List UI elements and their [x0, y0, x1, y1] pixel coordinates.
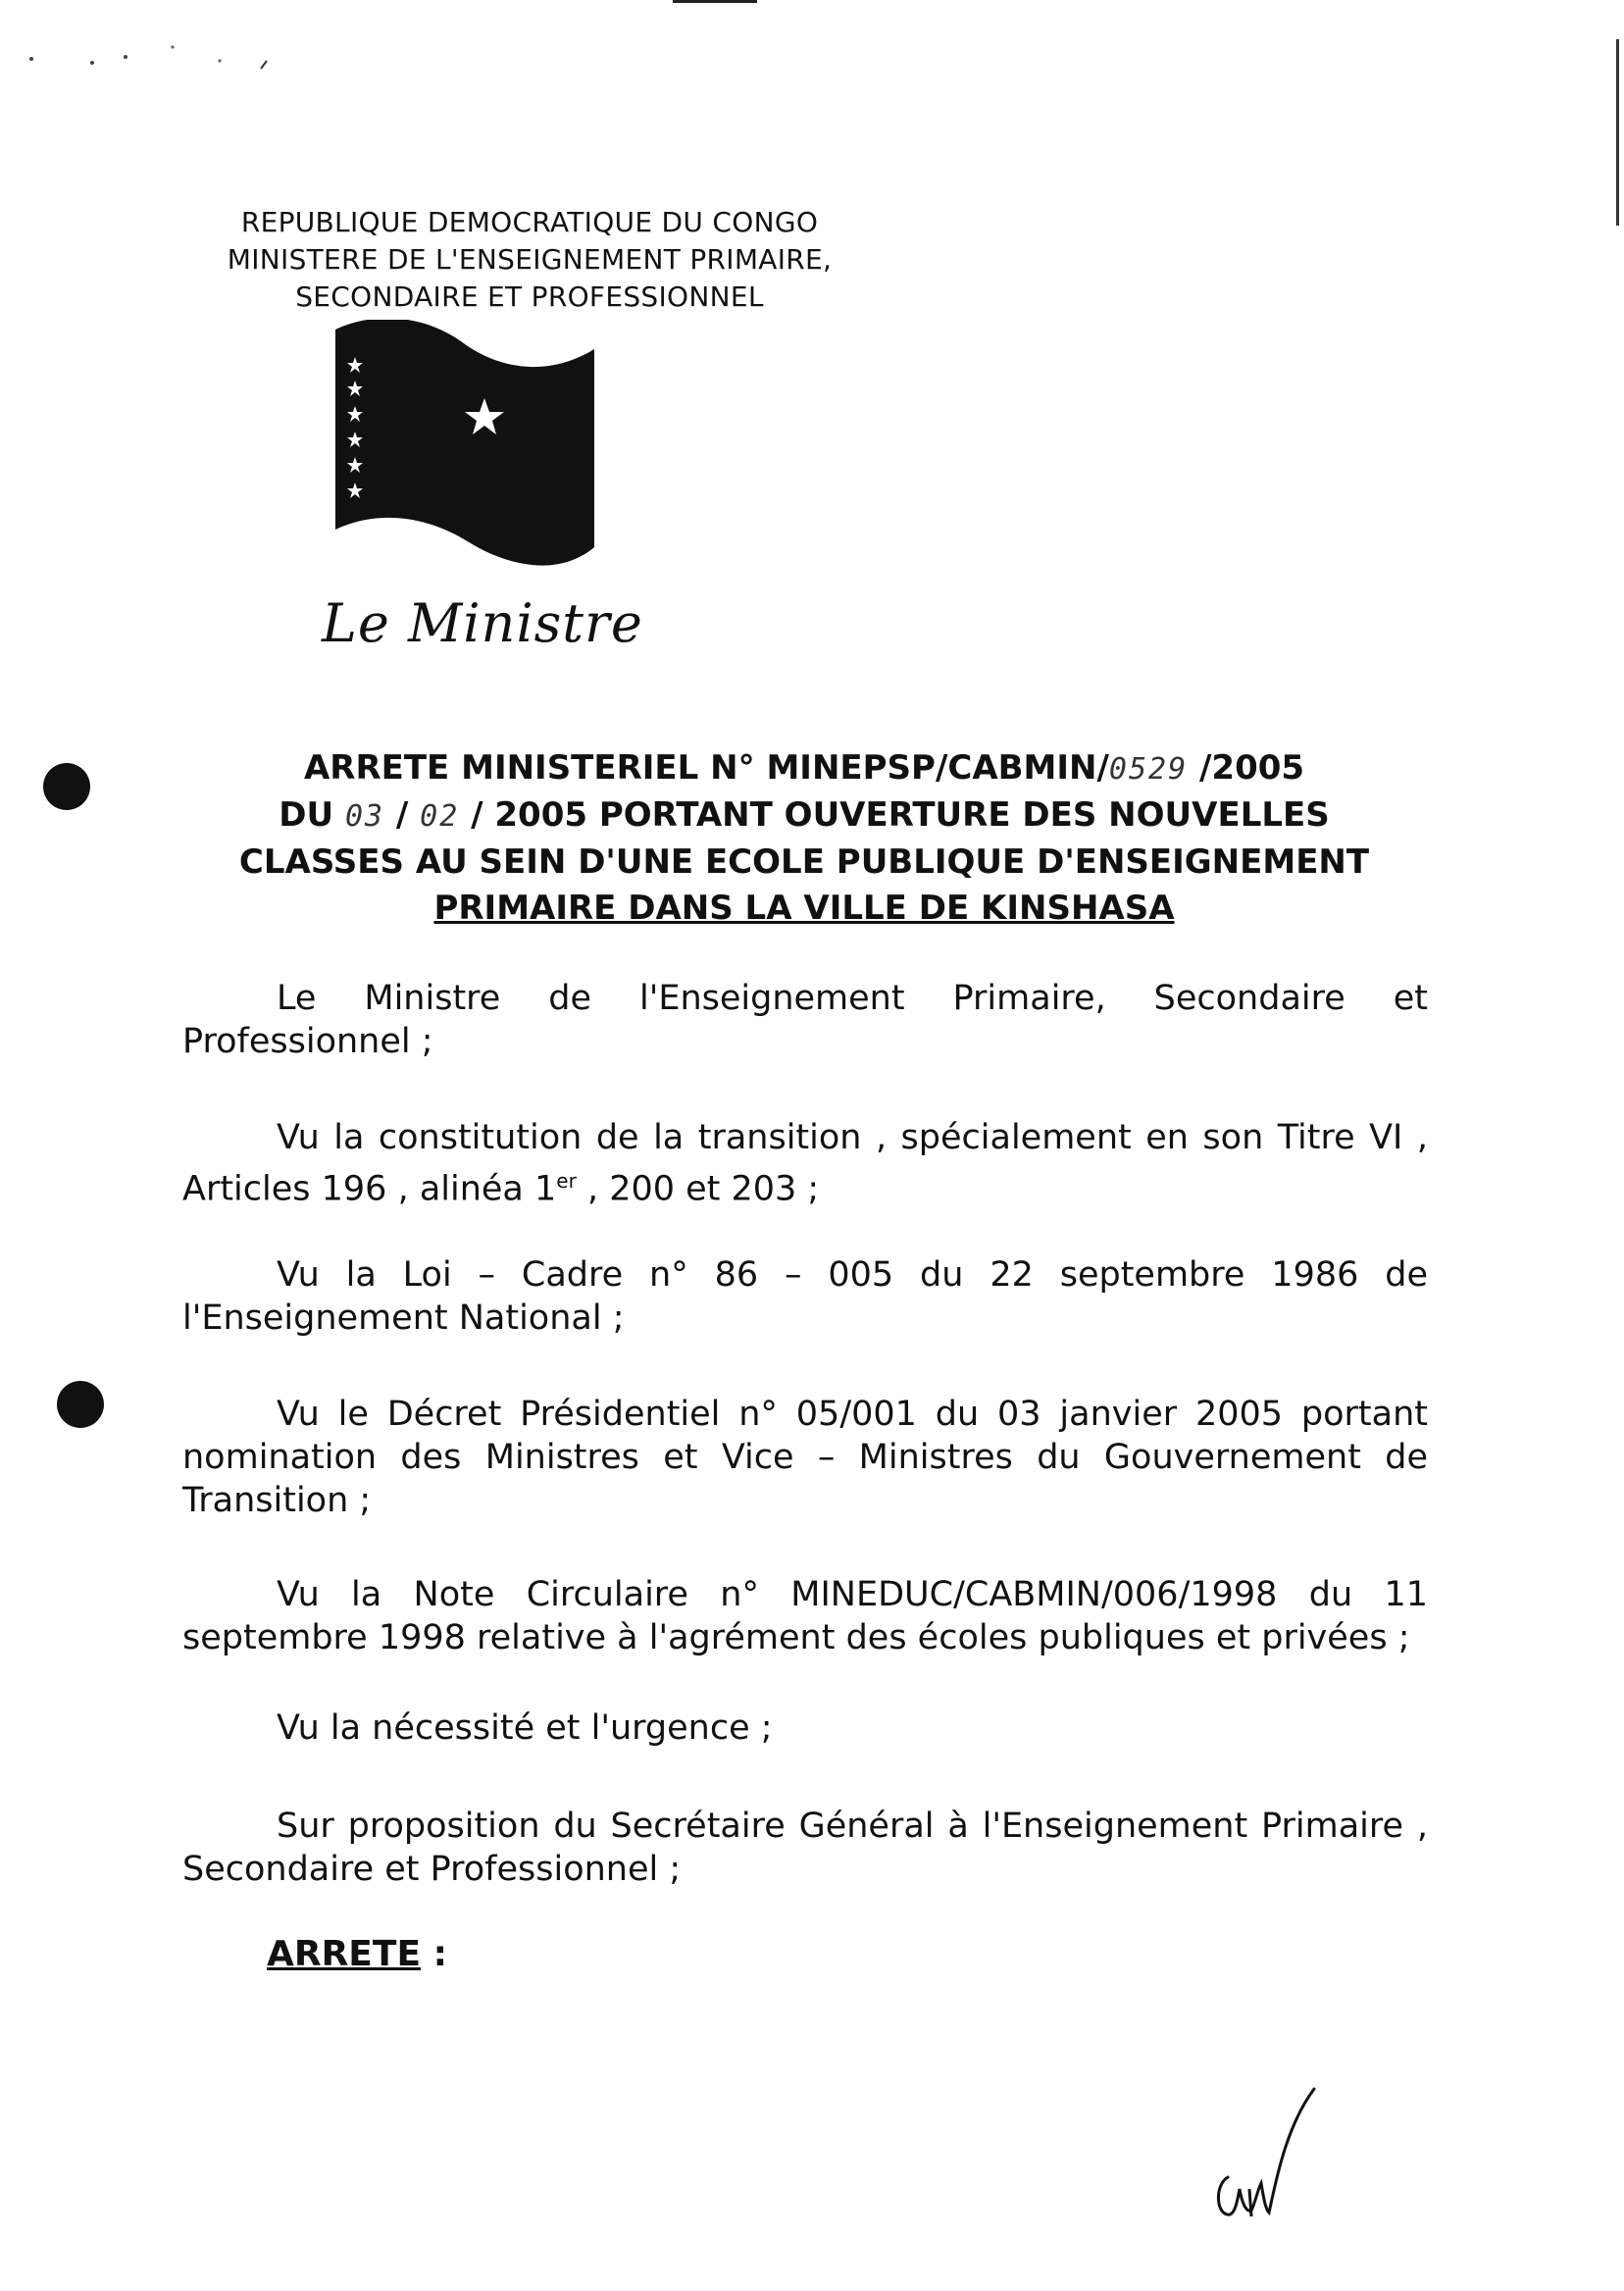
decree-title-line1: ARRETE MINISTERIEL N° MINEPSP/CABMIN/0529 /2005 [303, 748, 1305, 788]
minister-title: Le Ministre [322, 592, 643, 654]
preamble-loi-cadre: Vu la Loi – Cadre n° 86 – 005 du 22 septembre 1986 de l'Enseignement National ; [182, 1255, 1428, 1338]
decree-title-line2: DU 03 / 02 / 2005 PORTANT OUVERTURE DES NOUVELLES [279, 795, 1330, 835]
punch-hole [57, 1381, 104, 1428]
decree-title-line4: PRIMAIRE DANS LA VILLE DE KINSHASA [433, 889, 1175, 928]
letterhead-ministry-cont: SECONDAIRE ET PROFESSIONNEL [295, 280, 764, 313]
scan-specks [27, 35, 282, 84]
letterhead [157, 204, 902, 316]
preamble-note-circulaire: Vu la Note Circulaire n° MINEDUC/CABMIN/006/1998 du 11 septembre 1998 relative à l'agrément des écoles publiques et privées ; [182, 1575, 1428, 1657]
preamble-urgence: Vu la nécessité et l'urgence ; [277, 1708, 773, 1748]
handwritten-day: 03 [344, 799, 385, 834]
letterhead-ministry: MINISTERE DE L'ENSEIGNEMENT PRIMAIRE, [227, 243, 833, 276]
signature-initials-icon [1206, 2069, 1324, 2216]
preamble-proposition: Sur proposition du Secrétaire Général à l'Enseignement Primaire , Secondaire et Professionnel ; [182, 1807, 1428, 1889]
preamble-minister: Le Ministre de l'Enseignement Primaire, Secondaire et Professionnel ; [182, 979, 1428, 1061]
right-edge-mark [1616, 39, 1619, 226]
letterhead-republic: REPUBLIQUE DEMOCRATIQUE DU CONGO [240, 206, 819, 238]
decree-title [167, 745, 1442, 932]
arrete-heading: ARRETE : [267, 1934, 447, 1974]
drc-flag-icon [333, 320, 596, 570]
punch-hole [43, 763, 90, 810]
handwritten-decree-number: 0529 [1108, 752, 1189, 787]
top-edge-mark [673, 0, 757, 3]
preamble-decret: Vu le Décret Présidentiel n° 05/001 du 03 janvier 2005 portant nomination des Ministres et Vice – Ministres du Gouvernement de Transition ; [182, 1395, 1428, 1520]
preamble-constitution: Vu la constitution de la transition , spécialement en son Titre VI , Articles 196 , alinéa 1er , 200 et 203 ; [182, 1118, 1428, 1209]
decree-title-line3: CLASSES AU SEIN D'UNE ECOLE PUBLIQUE D'ENSEIGNEMENT [238, 842, 1370, 882]
handwritten-month: 02 [420, 799, 460, 834]
